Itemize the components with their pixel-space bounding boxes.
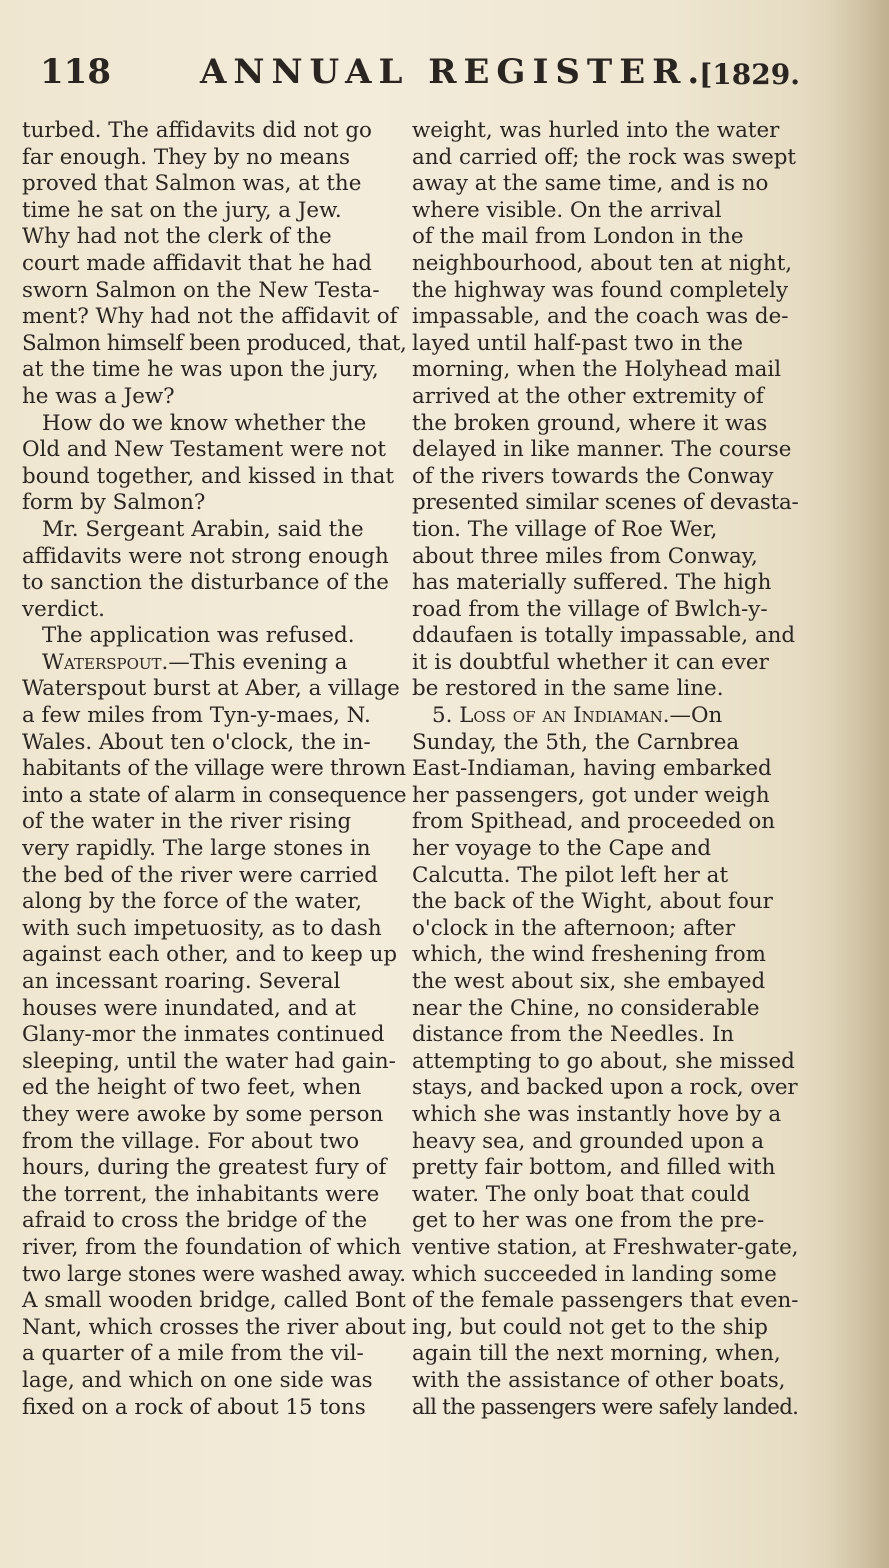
text-line	[22, 1341, 406, 1368]
text-line	[412, 1129, 798, 1156]
line-text: verdict.	[22, 596, 105, 622]
text-line	[22, 490, 406, 517]
text-line	[412, 1341, 798, 1368]
text-line	[412, 198, 798, 225]
text-line	[22, 863, 406, 890]
text-line	[412, 836, 798, 863]
line-text: where visible. On the arrival	[412, 197, 722, 223]
text-line	[22, 1262, 406, 1289]
line-text: The application was refused.	[42, 623, 355, 649]
line-text: tion. The village of Roe Wer,	[412, 516, 718, 542]
text-line	[22, 171, 406, 198]
line-text: Calcutta. The pilot left her at	[412, 862, 729, 888]
line-text: bound together, and kissed in that	[22, 463, 395, 489]
section-heading: Loss of an Indiaman.	[459, 703, 670, 729]
text-line	[22, 1235, 406, 1262]
text-line	[22, 650, 406, 677]
line-text: far enough. They by no means	[22, 144, 350, 170]
text-line	[412, 357, 798, 384]
text-line	[22, 1155, 406, 1182]
text-line	[412, 118, 798, 145]
line-text: Mr. Sergeant Arabin, said the	[42, 516, 364, 542]
text-line	[412, 1102, 798, 1129]
text-line	[412, 517, 798, 544]
text-line	[22, 809, 406, 836]
text-line	[22, 198, 406, 225]
line-text: from the village. For about two	[22, 1128, 360, 1154]
text-line	[412, 730, 798, 757]
line-text: they were awoke by some person	[22, 1101, 384, 1127]
line-text: the highway was found completely	[412, 277, 789, 303]
line-text: which, the wind freshening from	[412, 942, 766, 968]
page-edge-shadow	[829, 0, 889, 1568]
running-title: ANNUAL REGISTER.	[200, 52, 707, 92]
text-line	[22, 756, 406, 783]
line-text: A small wooden bridge, called Bont	[22, 1288, 406, 1314]
line-text: Nant, which crosses the river about	[22, 1314, 406, 1340]
text-line	[22, 304, 406, 331]
line-text: be restored in the same line.	[412, 676, 724, 702]
line-text: heavy sea, and grounded upon a	[412, 1128, 765, 1154]
line-text: ed the height of two feet, when	[22, 1075, 362, 1101]
line-text: with the assistance of other boats,	[412, 1367, 786, 1393]
line-text: fixed on a rock of about 15 tons	[22, 1394, 366, 1420]
text-line	[412, 1155, 798, 1182]
text-line	[22, 411, 406, 438]
text-line	[22, 1102, 406, 1129]
text-line	[22, 251, 406, 278]
line-text: a few miles from Tyn-y-maes, N.	[22, 703, 371, 729]
line-text: her passengers, got under weigh	[412, 782, 770, 808]
line-text: Waterspout burst at Aber, a village	[22, 676, 400, 702]
text-line	[22, 224, 406, 251]
line-text: river, from the foundation of which	[22, 1234, 402, 1260]
line-text: o'clock in the afternoon; after	[412, 915, 736, 941]
text-line	[412, 331, 798, 358]
text-line	[412, 437, 798, 464]
text-line	[22, 570, 406, 597]
line-text: weight, was hurled into the water	[412, 118, 780, 143]
line-text: Why had not the clerk of the	[22, 224, 332, 250]
line-text: which succeeded in landing some	[412, 1261, 777, 1287]
line-text: sleeping, until the water had gain-	[22, 1048, 396, 1074]
line-text: layed until half-past two in the	[412, 330, 744, 356]
text-line	[22, 1049, 406, 1076]
text-line	[412, 942, 798, 969]
line-text: time he sat on the jury, a Jew.	[22, 197, 342, 223]
line-text: of the rivers towards the Conway	[412, 463, 774, 489]
text-line	[412, 996, 798, 1023]
text-line	[22, 942, 406, 969]
text-line	[22, 1208, 406, 1235]
entry-date: 5.	[432, 703, 460, 729]
line-text: Glany-mor the inmates continued	[22, 1022, 385, 1048]
text-line	[22, 969, 406, 996]
text-line	[22, 1395, 406, 1422]
text-line	[22, 1368, 406, 1395]
text-line	[412, 916, 798, 943]
left-column	[22, 118, 406, 1421]
line-text: has materially suffered. The high	[412, 570, 772, 596]
text-line	[412, 783, 798, 810]
text-line	[412, 1022, 798, 1049]
text-line	[412, 1262, 798, 1289]
text-line	[412, 171, 798, 198]
text-line	[22, 1182, 406, 1209]
line-text: her voyage to the Cape and	[412, 836, 712, 862]
text-line	[412, 224, 798, 251]
text-line	[22, 145, 406, 172]
line-text: into a state of alarm in consequence	[22, 782, 407, 808]
line-text: Old and New Testament were not	[22, 437, 386, 463]
text-line	[22, 1129, 406, 1156]
text-line	[22, 676, 406, 703]
text-line	[22, 357, 406, 384]
text-line	[412, 304, 798, 331]
text-line	[412, 278, 798, 305]
line-text: turbed. The affidavits did not go	[22, 118, 372, 143]
line-text: with such impetuosity, as to dash	[22, 915, 382, 941]
line-text: very rapidly. The large stones in	[22, 836, 371, 862]
text-line	[22, 730, 406, 757]
line-text: sworn Salmon on the New Testa-	[22, 277, 380, 303]
line-text: pretty fair bottom, and filled with	[412, 1155, 776, 1181]
text-line	[412, 863, 798, 890]
line-text: —On	[669, 703, 723, 729]
text-line	[22, 1288, 406, 1315]
text-line	[22, 1315, 406, 1342]
text-line	[22, 1075, 406, 1102]
line-text: ment? Why had not the affidavit of	[22, 304, 398, 330]
line-text: ddaufaen is totally impassable, and	[412, 623, 796, 649]
right-column	[412, 118, 798, 1421]
line-text: impassable, and the coach was de-	[412, 304, 789, 330]
line-text: form by Salmon?	[22, 490, 206, 516]
text-line	[412, 1368, 798, 1395]
year-label: [1829.	[699, 58, 800, 91]
line-text: houses were inundated, and at	[22, 995, 357, 1021]
text-line	[412, 1235, 798, 1262]
line-text: arrived at the other extremity of	[412, 383, 764, 409]
section-heading: Waterspout.	[42, 649, 169, 675]
line-text: which she was instantly hove by a	[412, 1101, 782, 1127]
text-line	[412, 1075, 798, 1102]
line-text: neighbourhood, about ten at night,	[412, 250, 793, 276]
text-line	[22, 384, 406, 411]
line-text: the torrent, the inhabitants were	[22, 1181, 380, 1207]
line-text: the west about six, she embayed	[412, 969, 766, 994]
line-text: water. The only boat that could	[412, 1181, 751, 1207]
text-line	[22, 703, 406, 730]
line-text: the back of the Wight, about four	[412, 889, 773, 915]
text-line	[412, 411, 798, 438]
text-line	[22, 544, 406, 571]
text-line	[412, 703, 798, 730]
text-line	[22, 464, 406, 491]
line-text: proved that Salmon was, at the	[22, 171, 362, 197]
line-text: away at the same time, and is no	[412, 171, 769, 197]
text-line	[22, 597, 406, 624]
text-line	[412, 570, 798, 597]
text-line	[412, 145, 798, 172]
text-line	[412, 623, 798, 650]
page-header	[40, 52, 800, 102]
line-text: and carried off; the rock was swept	[412, 144, 797, 170]
line-text: habitants of the village were thrown	[22, 756, 406, 782]
line-text: an incessant roaring. Several	[22, 969, 341, 994]
page-number: 118	[40, 52, 111, 92]
line-text: it is doubtful whether it can ever	[412, 649, 769, 675]
text-line	[22, 278, 406, 305]
line-text: —This evening a	[168, 649, 348, 675]
text-line	[22, 916, 406, 943]
line-text: get to her was one from the pre-	[412, 1208, 765, 1234]
text-line	[22, 118, 406, 145]
line-text: all the passengers were safely landed.	[412, 1394, 799, 1420]
text-line	[22, 623, 406, 650]
text-line	[412, 544, 798, 571]
text-line	[412, 676, 798, 703]
text-line	[412, 809, 798, 836]
text-line	[412, 1182, 798, 1209]
line-text: afraid to cross the bridge of the	[22, 1208, 368, 1234]
line-text: court made affidavit that he had	[22, 250, 372, 276]
line-text: about three miles from Conway,	[412, 543, 758, 569]
text-line	[412, 1395, 798, 1422]
text-line	[22, 437, 406, 464]
text-line	[22, 889, 406, 916]
text-line	[22, 517, 406, 544]
line-text: road from the village of Bwlch-y-	[412, 596, 768, 622]
text-line	[22, 1022, 406, 1049]
line-text: along by the force of the water,	[22, 889, 363, 915]
text-line	[412, 251, 798, 278]
line-text: presented similar scenes of devasta-	[412, 490, 799, 516]
text-line	[412, 969, 798, 996]
text-line	[412, 464, 798, 491]
text-line	[22, 331, 406, 358]
line-text: How do we know whether the	[42, 410, 367, 436]
line-text: against each other, and to keep up	[22, 942, 398, 968]
text-line	[412, 490, 798, 517]
text-line	[412, 597, 798, 624]
line-text: lage, and which on one side was	[22, 1367, 373, 1393]
line-text: stays, and backed upon a rock, over	[412, 1075, 798, 1101]
line-text: East-Indiaman, having embarked	[412, 756, 772, 782]
text-line	[22, 836, 406, 863]
line-text: morning, when the Holyhead mail	[412, 357, 782, 383]
line-text: again till the next morning, when,	[412, 1341, 781, 1367]
line-text: from Spithead, and proceeded on	[412, 809, 775, 835]
line-text: Wales. About ten o'clock, the in-	[22, 729, 371, 755]
line-text: he was a Jew?	[22, 383, 175, 409]
line-text: a quarter of a mile from the vil-	[22, 1341, 364, 1367]
line-text: affidavits were not strong enough	[22, 543, 389, 569]
text-line	[412, 889, 798, 916]
line-text: hours, during the greatest fury of	[22, 1155, 387, 1181]
text-line	[22, 783, 406, 810]
text-line	[412, 384, 798, 411]
text-line	[412, 1315, 798, 1342]
line-text: the broken ground, where it was	[412, 410, 768, 436]
line-text: Salmon himself been produced, that,	[22, 330, 407, 356]
line-text: distance from the Needles. In	[412, 1022, 735, 1048]
line-text: delayed in like manner. The course	[412, 437, 792, 463]
line-text: the bed of the river were carried	[22, 862, 378, 888]
line-text: at the time he was upon the jury,	[22, 357, 379, 383]
line-text: to sanction the disturbance of the	[22, 570, 389, 596]
line-text: Sunday, the 5th, the Carnbrea	[412, 729, 740, 755]
line-text: attempting to go about, she missed	[412, 1048, 795, 1074]
text-line	[412, 1049, 798, 1076]
line-text: of the water in the river rising	[22, 809, 352, 835]
line-text: of the mail from London in the	[412, 224, 744, 250]
line-text: two large stones were washed away.	[22, 1261, 406, 1287]
text-line	[412, 756, 798, 783]
line-text: near the Chine, no considerable	[412, 995, 760, 1021]
text-line	[412, 1288, 798, 1315]
text-line	[22, 996, 406, 1023]
text-line	[412, 1208, 798, 1235]
text-line	[412, 650, 798, 677]
line-text: ventive station, at Freshwater-gate,	[412, 1234, 799, 1260]
line-text: of the female passengers that even-	[412, 1288, 799, 1314]
line-text: ing, but could not get to the ship	[412, 1314, 768, 1340]
